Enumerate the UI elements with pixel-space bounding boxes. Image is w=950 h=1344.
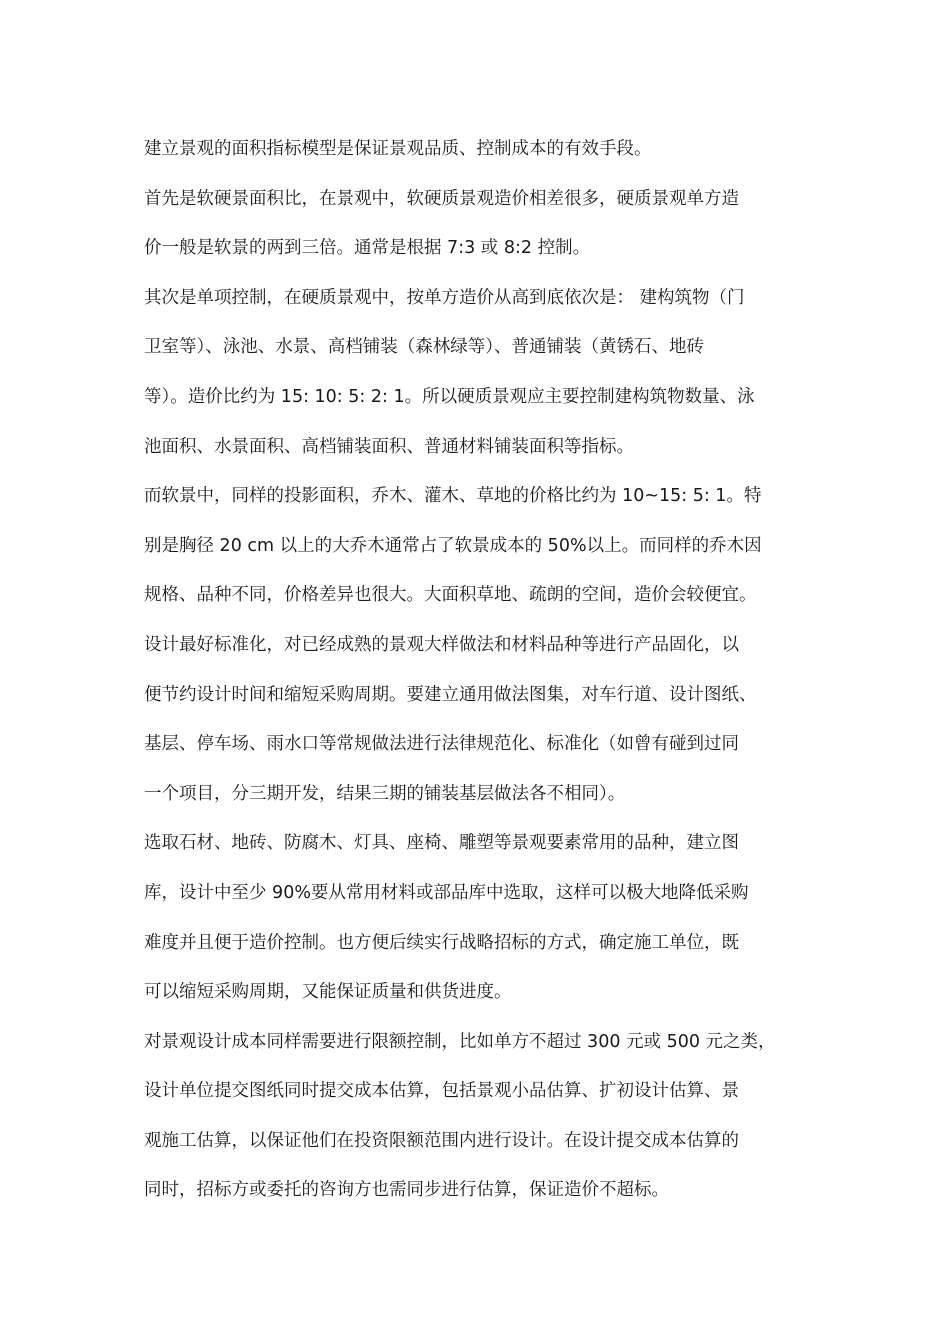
text-line: 观施工估算，以保证他们在投资限额范围内进行设计。在设计提交成本估算的	[144, 1130, 739, 1151]
text-line: 建立景观的面积指标模型是保证景观品质、控制成本的有效手段。	[144, 139, 652, 159]
text-line: 卫室等）、泳池、水景、高档铺装（森林绿等）、普通铺装（黄锈石、地砖	[144, 337, 704, 358]
text-line: 同时，招标方或委托的咨询方也需同步进行估算，保证造价不超标。	[144, 1180, 669, 1201]
text-line: 别是胸径 20 cm 以上的大乔木通常占了软景成本的 50%以上。而同样的乔木因	[144, 535, 762, 556]
text-line: 库，设计中至少 90%要从常用材料或部品库中选取，这样可以极大地降低采购	[144, 882, 749, 903]
text-line: 而软景中，同样的投影面积，乔木、灌木、草地的价格比约为 10~15: 5: 1。特	[144, 486, 762, 507]
text-line: 池面积、水景面积、高档铺装面积、普通材料铺装面积等指标。	[144, 436, 634, 457]
text-line: 设计最好标准化，对已经成熟的景观大样做法和材料品种等进行产品固化，以	[144, 634, 739, 655]
text-line: 基层、停车场、雨水口等常规做法进行法律规范化、标准化（如曾有碰到过同	[144, 734, 739, 755]
text-line: 一个项目，分三期开发，结果三期的铺装基层做法各不相同）。	[144, 783, 626, 804]
text-line: 选取石材、地砖、防腐木、灯具、座椅、雕塑等景观要素常用的品种，建立图	[144, 833, 739, 854]
text-line: 便节约设计时间和缩短采购周期。要建立通用做法图集，对车行道、设计图纸、	[144, 684, 757, 705]
text-line: 可以缩短采购周期，又能保证质量和供货进度。	[144, 982, 512, 1003]
text-line: 价一般是软景的两到三倍。通常是根据 7:3 或 8:2 控制。	[144, 238, 591, 259]
text-line: 首先是软硬景面积比，在景观中，软硬质景观造价相差很多，硬质景观单方造	[144, 188, 739, 209]
text-line: 等）。造价比约为 15: 10: 5: 2: 1。所以硬质景观应主要控制建构筑物数量、泳	[144, 386, 755, 407]
text-line: 规格、品种不同，价格差异也很大。大面积草地、疏朗的空间，造价会较便宜。	[144, 585, 757, 606]
text-line: 设计单位提交图纸同时提交成本估算，包括景观小品估算、扩初设计估算、景	[144, 1081, 739, 1102]
document-body	[144, 125, 820, 1216]
text-line: 对景观设计成本同样需要进行限额控制，比如单方不超过 300 元或 500 元之类，	[144, 1031, 776, 1052]
text-line: 其次是单项控制，在硬质景观中，按单方造价从高到底依次是： 建构筑物（门	[144, 287, 745, 308]
text-line: 难度并且便于造价控制。也方便后续实行战略招标的方式，确定施工单位，既	[144, 932, 739, 953]
